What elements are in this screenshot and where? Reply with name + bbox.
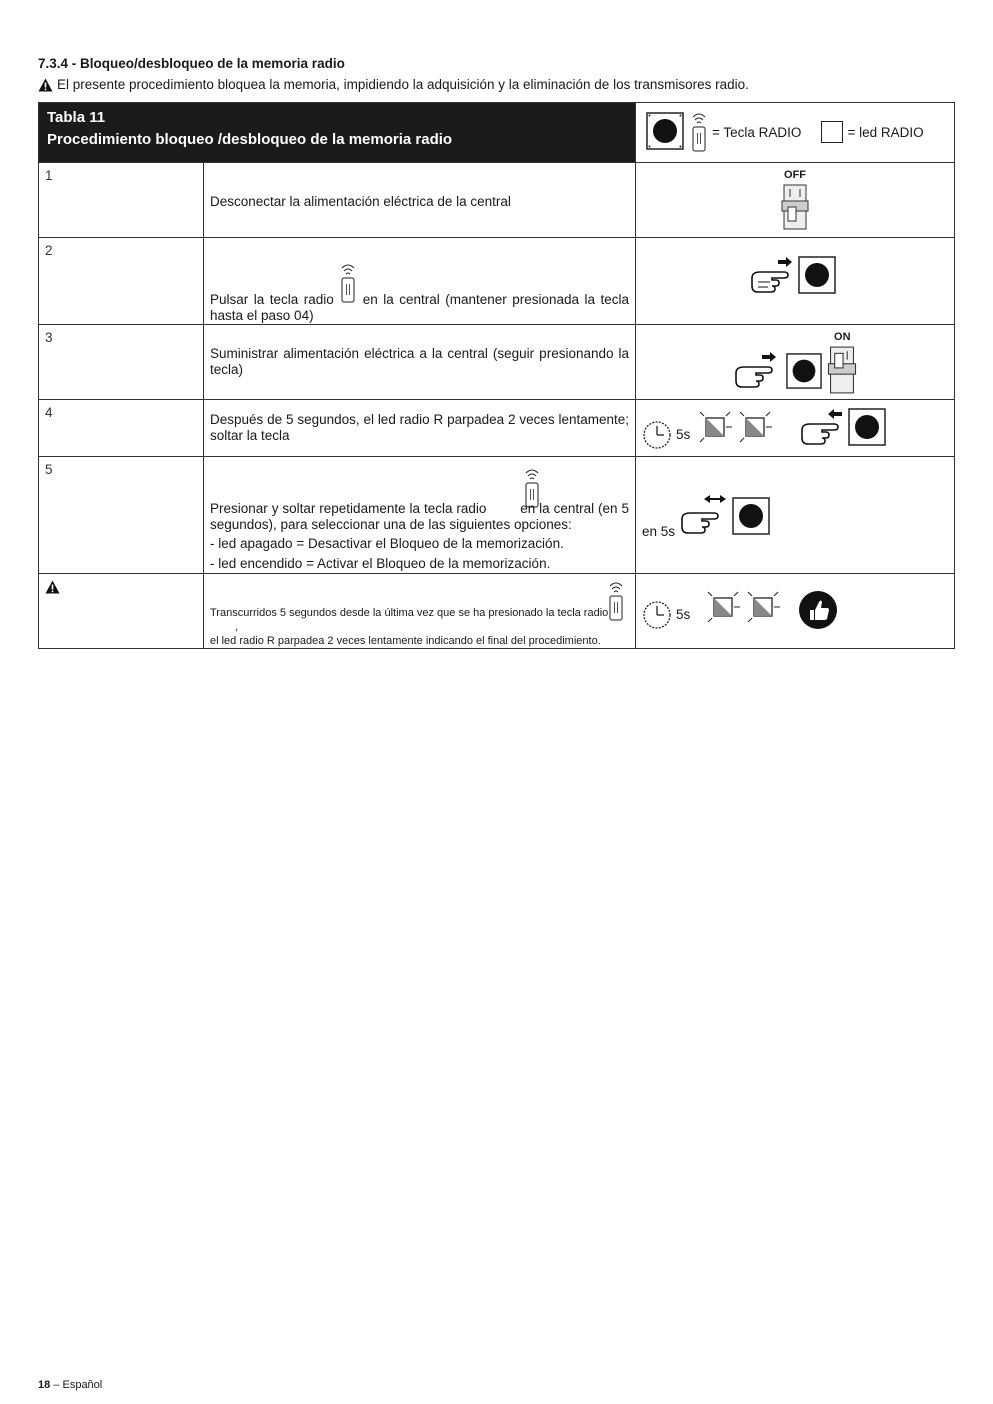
page-number: 18 [38,1379,51,1391]
step-text-b: en la central (mantener presionada la tecla hasta el paso 04) [210,292,629,323]
intro-text: El presente procedimiento bloquea la memoria, impidiendo la adquisición y la eliminación de los transmisores radio. [57,77,749,92]
step-text: Después de 5 segundos, el led radio R parpadea 2 veces lentamente; soltar la tecla [210,412,630,443]
step-number: 2 [45,243,53,258]
radio-key-icon [786,353,822,392]
transmitter-icon [339,260,357,308]
table-row [39,163,955,238]
on-label: ON [834,331,851,343]
clock-icon [642,600,672,633]
clock-icon [642,420,672,453]
intro-paragraph [38,77,749,92]
led-blink-icon [738,410,774,449]
transmitter-icon [690,109,708,156]
step-number: 4 [45,405,53,420]
step-text-b: en la central (en 5 segundos), para seleccionar una de las siguientes opciones: [210,501,629,532]
table-header-row [39,103,955,163]
option-off: - led apagado = Desactivar el Bloqueo de la memorización. [210,536,564,551]
duration-text: en 5s [642,524,676,539]
legend-cell [636,103,955,163]
step-number: 5 [45,462,53,477]
breaker-on-icon [826,345,858,398]
legend-key-text: = Tecla RADIO [712,124,802,140]
step-text: Desconectar la alimentación eléctrica de la central [210,194,511,209]
off-label: OFF [784,169,807,181]
table-row [39,400,955,457]
step-number: 1 [45,168,53,183]
led-blink-icon [746,590,782,629]
section-title: 7.3.4 - Bloqueo/desbloqueo de la memoria radio [38,56,345,71]
table-row [39,325,955,400]
table-title: Procedimiento bloqueo /desbloqueo de la memoria radio [47,131,453,148]
table-row [39,457,955,574]
step-text-a: Presionar y soltar repetidamente la tecla radio [210,501,487,516]
step-number: 3 [45,330,53,345]
warning-icon [38,78,53,92]
hand-press-icon [732,351,782,394]
table-row [39,238,955,325]
hand-press-release-icon [678,493,730,542]
warning-icon [39,574,203,603]
procedure-table [38,102,955,649]
led-blink-icon [698,410,734,449]
duration-text: 5s [676,427,691,442]
page-footer [38,1379,102,1391]
table-label: Tabla 11 [47,109,106,126]
radio-key-icon [646,112,684,153]
radio-key-icon [848,408,886,449]
final-text-c: el led radio R parpadea 2 veces lentamente indicando el final del procedimiento. [210,635,601,647]
duration-text: 5s [676,607,691,622]
step-text-a: Pulsar la tecla radio [210,292,334,307]
led-square-icon [821,121,843,143]
final-text-b: , [235,621,239,633]
table-row [39,574,955,649]
radio-key-icon [798,256,836,297]
hand-release-icon [798,408,848,451]
final-text-a: Transcurridos 5 segundos desde la última vez que se ha presionado la tecla radio [210,607,609,619]
legend-led-text: = led RADIO [847,124,924,140]
radio-key-icon [732,497,770,538]
led-blink-icon [706,590,742,629]
table-header [39,103,636,163]
option-on: - led encendido = Activar el Bloqueo de la memorización. [210,556,551,571]
footer-language: – Español [53,1379,103,1391]
breaker-off-icon [780,183,810,234]
step-text: Suministrar alimentación eléctrica a la central (seguir presionando la tecla) [210,346,630,377]
hand-press-icon [748,256,798,299]
thumbs-up-icon [798,590,838,633]
